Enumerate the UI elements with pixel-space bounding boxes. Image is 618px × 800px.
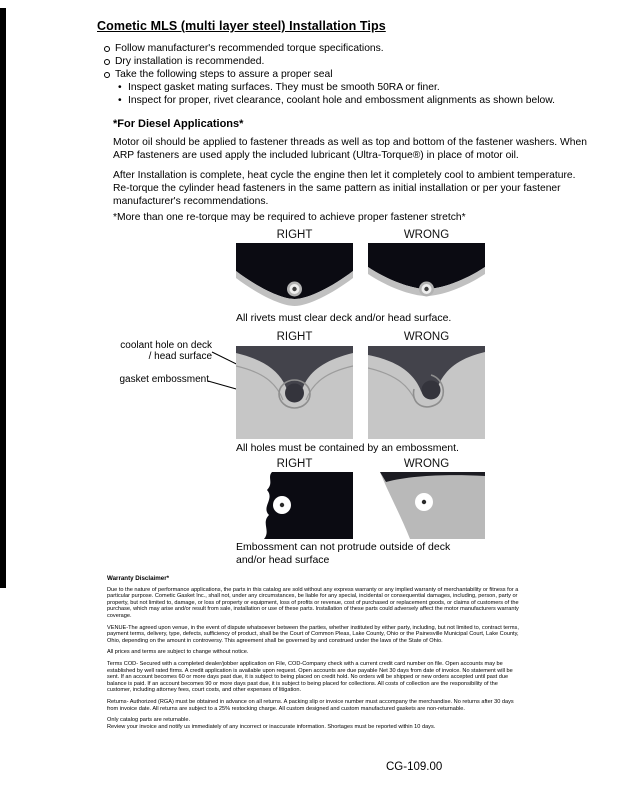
row3-wrong-label: WRONG (403, 458, 450, 470)
warranty-paragraph: All prices and terms are subject to change without notice. (107, 649, 249, 656)
warranty-heading: Warranty Disclaimer* (107, 575, 170, 582)
rivet-right-illustration (236, 243, 353, 309)
embossment-wrong-illustration (368, 472, 485, 539)
rivet-right-diagram (236, 243, 353, 309)
embossment-wrong-diagram (368, 472, 485, 539)
diesel-paragraph-2: After Installation is complete, heat cycle the engine then let it completely cool to ambient temperature. Re-torque the cylinder head fasteners in the same pattern as initial installation or per your fastener manufacturer's recommendations. (113, 170, 576, 207)
embossment-caption: Embossment can not protrude outside of deck and/or head surface (236, 541, 451, 566)
tip-item: Follow manufacturer's recommended torque specifications. (104, 42, 604, 55)
page-title: Cometic MLS (multi layer steel) Installation Tips (97, 19, 386, 33)
row1-wrong-label: WRONG (403, 229, 450, 241)
coolant-hole-callout: coolant hole on deck / head surface (120, 340, 212, 362)
sub-tip-item: • Inspect for proper, rivet clearance, coolant hole and embossment alignments as shown below. (104, 94, 604, 107)
row3-right-label: RIGHT (276, 458, 313, 470)
row2-wrong-label: WRONG (403, 331, 450, 343)
left-bleed-bar (0, 8, 6, 588)
sub-tip-item: • Inspect gasket mating surfaces. They must be smooth 50RA or finer. (104, 81, 604, 94)
holes-caption: All holes must be contained by an embossment. (236, 442, 459, 454)
warranty-disclaimer (107, 576, 520, 730)
gasket-embossment-callout: gasket embossment (119, 374, 209, 385)
tip-item: Dry installation is recommended. (104, 55, 604, 68)
warranty-paragraph: Returns- Authorized (RGA) must be obtained in advance on all returns. A packing slip or invoice number must accompany the merchandise. No returns after 30 days from invoice date. All returns are subject to a 25% restocking charge. All custom designed and custom manufactured gaskets are non-returnable. (107, 698, 514, 712)
embossment-right-diagram (236, 472, 353, 539)
coolant-hole-right-diagram (236, 346, 353, 439)
warranty-paragraph: Terms COD- Secured with a completed dealer/jobber application on File, COD-Company check with a current credit card number on file. Open accounts may be established by well rated firms. A credit application is available upon request. Open accounts are due payable Net 30 days from date of invoice. No statement will be sent. If an account becomes 60 or more days past due, it is subject to being placed on credit hold. No orders will be shipped or new orders accepted until past due balance is paid. If an account becomes 90 or more days past due, it is subject to being placed for collections. All costs of collection are the responsibility of the customer, including attorney fees, court costs, and other expenses of litigation. (107, 660, 513, 694)
row2-right-label: RIGHT (276, 331, 313, 343)
row1-right-label: RIGHT (276, 229, 313, 241)
rivets-caption: All rivets must clear deck and/or head surface. (236, 312, 452, 324)
coolant-hole-wrong-illustration (368, 346, 485, 439)
installation-tips-list (104, 42, 604, 107)
coolant-hole-right-illustration (236, 346, 353, 439)
coolant-hole-wrong-diagram (368, 346, 485, 439)
warranty-paragraph: Only catalog parts are returnable. (107, 717, 191, 724)
warranty-paragraph: Due to the nature of performance applications, the parts in this catalog are sold without any express warranty or any implied warranty of merchantability or fitness for a particular purpose. Cometic Gasket Inc., shall not, under any circumstances, be liable for any special, incidental or consequential damages, including, person, party or property, but not limited to, damage, or loss of property or equipment, loss of profits or revenue, cost of purchased or replacement goods, or claims of customers of the purchase, which may arise and/or result from sale, installation or use of these parts. Installation of these parts could adversely affect the motor manufacturers warranty coverage. (107, 586, 519, 619)
diesel-paragraph-1: Motor oil should be applied to fastener threads as well as top and bottom of the fastener washers. When ARP fasteners are used apply the included lubricant (Ultra-Torque®) in place of motor oil. (113, 137, 587, 161)
rivet-wrong-diagram (368, 243, 485, 309)
warranty-paragraph: Review your invoice and notify us immediately of any incorrect or inaccurate information. Shortages must be reported within 10 days. (107, 723, 436, 730)
tip-item: Take the following steps to assure a proper seal (104, 68, 604, 81)
retorque-note: *More than one re-torque may be required to achieve proper fastener stretch* (113, 212, 466, 223)
embossment-right-illustration (236, 472, 353, 539)
diesel-applications-heading: *For Diesel Applications* (113, 118, 244, 130)
rivet-wrong-illustration (368, 243, 485, 309)
catalog-page-code: CG-109.00 (386, 761, 443, 773)
warranty-paragraph: VENUE-The agreed upon venue, in the event of dispute whatsoever between the parties, whether instituted by either party, including, but not limited to, contract terms, payment terms, delivery, type, defects, sufficiency of product, shall be the Court of Common Pleas, Lake County, Ohio or the Painesville Municipal Court, Lake County, Ohio, depending on the amount in controversy. This agreement shall be governed by and construed under the laws of the State of Ohio. (107, 624, 519, 644)
